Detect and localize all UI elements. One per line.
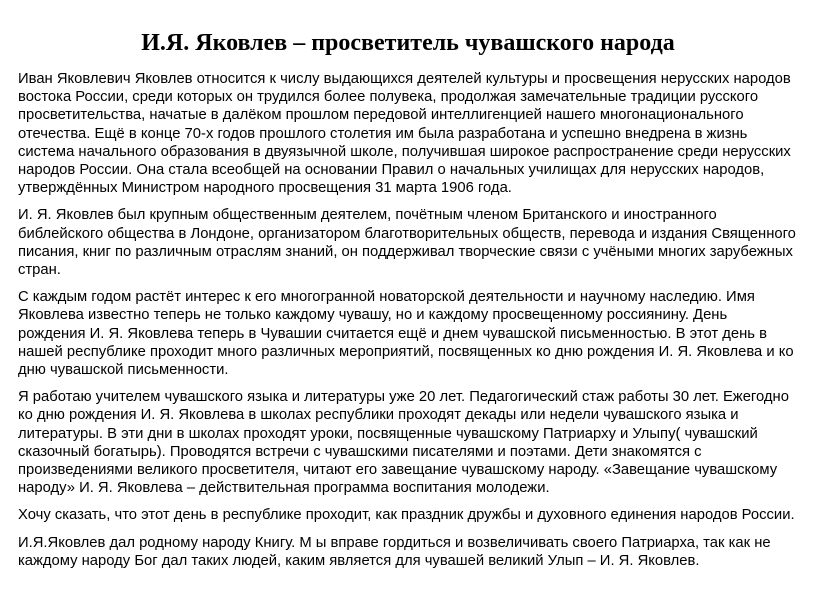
paragraph-biography: Иван Яковлевич Яковлев относится к числу выдающихся деятелей культуры и просвещения нерусских народов востока России, среди которых он трудился более полувека, продолжая замечательные традиции русского просветительства, начатые в далёком прошлом передовой интеллигенцией нашего многонационального отечества. Ещё в конце 70-х годов прошлого столетия им была разработана и успешно внедрена в жизнь система начального образования в двуязычной школе, получившая широкое распространение среди нерусских народов России. Она стала всеобщей на основании Правил о начальных училищах для нерусских народов, утверждённых Министром народного просвещения 31 марта 1906 года.	[18, 71, 791, 197]
paragraph-legacy: С каждым годом растёт интерес к его многогранной новаторской деятельности и научному наследию. Имя Яковлева известно теперь не только каждому чувашу, но и каждому просвещенному россиянину. День рождения И. Я. Яковлева теперь в Чувашии считается ещё и днем чувашской письменностью. В этот день в нашей республике проходит много различных мероприятий, посвященных ко дню рождения И. Я. Яковлева и ко дню чувашской письменности.	[18, 289, 794, 379]
paragraph-holiday: Хочу сказать, что этот день в республике проходит, как праздник дружбы и духовного единения народов России.	[18, 507, 795, 524]
document-title: И.Я. Яковлев – просветитель чувашского народа	[141, 30, 675, 56]
paragraph-teacher: Я работаю учителем чувашского языка и литературы уже 20 лет. Педагогический стаж работы 30 лет. Ежегодно ко дню рождения И. Я. Яковлева в школах республики проходят декады или недели чувашского языка и литературы. В эти дни в школах проходят уроки, посвященные чувашскому Патриарху и Улыпу( чувашский сказочный богатырь). Проводятся встречи с чувашскими писателями и поэтами. Дети знакомятся с произведениями великого просветителя, читают его завещание чувашскому народу. «Завещание чувашскому народу» И. Я. Яковлева – действительная программа воспитания молодежи.	[18, 389, 789, 497]
paragraph-public-activity: И. Я. Яковлев был крупным общественным деятелем, почётным членом Британского и иностранного библейского общества в Лондоне, организатором благотворительных обществ, перевода и издания Священного писания, книг по различным отраслям знаний, он поддерживал творческие связи с учёными многих зарубежных стран.	[18, 207, 796, 279]
paragraph-conclusion: И.Я.Яковлев дал родному народу Книгу. М ы вправе гордиться и возвеличивать своего Патриарха, так как не каждому народу Бог дал таких людей, каким является для чувашей великий Улып – И. Я. Яковлев.	[18, 534, 771, 569]
